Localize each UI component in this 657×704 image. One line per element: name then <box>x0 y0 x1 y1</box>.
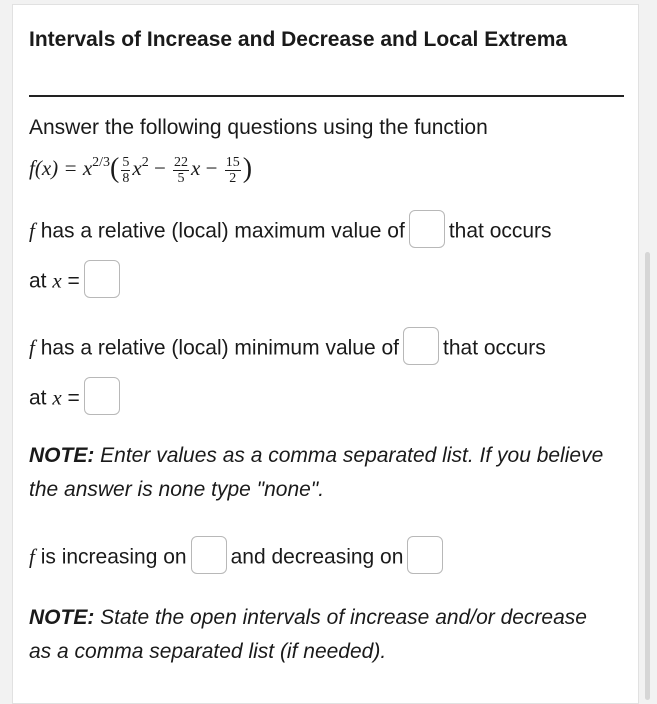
intro-text: Answer the following questions using the function <box>29 116 488 139</box>
min-at-row <box>29 380 124 418</box>
max-suffix: that occurs <box>448 219 552 243</box>
max-at-label: at <box>29 269 47 293</box>
max-at-row <box>29 263 124 301</box>
function-exponent: 2/3 <box>92 155 111 170</box>
max-prefix: has a relative (local) maximum value of <box>40 219 405 243</box>
open-paren: ( <box>110 153 120 184</box>
minus-1: − <box>153 156 166 180</box>
max-at-input[interactable] <box>84 260 120 298</box>
close-paren: ) <box>242 153 253 184</box>
scrollbar[interactable] <box>645 252 650 700</box>
f-symbol: f <box>29 544 35 569</box>
increasing-input[interactable] <box>191 536 227 574</box>
note-2-label: NOTE: <box>29 606 95 629</box>
note-1 <box>29 439 609 507</box>
var-x: x <box>191 156 201 180</box>
max-at-eq: = <box>67 269 80 293</box>
var-sq: x <box>132 156 142 180</box>
decreasing-input[interactable] <box>407 536 443 574</box>
coef1-fraction: $\frac{5}{8}$ <box>122 154 130 186</box>
min-suffix: that occurs <box>443 336 546 360</box>
min-question <box>29 330 546 368</box>
increasing-label: is increasing on <box>40 545 187 569</box>
min-at-input[interactable] <box>84 377 120 415</box>
max-value-input[interactable] <box>409 210 445 248</box>
f-symbol: f <box>29 218 35 243</box>
min-at-label: at <box>29 386 47 410</box>
const-fraction: $\frac{15}{2}$ <box>225 154 240 186</box>
note-1-text: Enter values as a comma separated list. If you believe the answer is none type "none". <box>29 444 604 501</box>
max-at-var: x <box>52 268 62 293</box>
min-prefix: has a relative (local) minimum value of <box>40 336 399 360</box>
note-2-text: State the open intervals of increase and/or decrease as a comma separated list (if needed). <box>29 606 587 663</box>
min-at-var: x <box>52 385 62 410</box>
function-lhs: f(x) = x <box>29 156 93 180</box>
max-question <box>29 213 552 251</box>
min-at-eq: = <box>67 386 80 410</box>
sq-exponent: 2 <box>141 155 149 170</box>
min-value-input[interactable] <box>403 327 439 365</box>
question-card <box>12 4 639 704</box>
note-2 <box>29 601 609 669</box>
minus-2: − <box>205 156 218 180</box>
title-divider <box>29 95 624 97</box>
note-1-label: NOTE: <box>29 444 95 467</box>
coef2-fraction: $\frac{22}{5}$ <box>174 154 189 186</box>
f-symbol: f <box>29 335 35 360</box>
decreasing-label: and decreasing on <box>230 545 404 569</box>
interval-question <box>29 539 447 577</box>
function-expression <box>29 147 252 192</box>
page-title: Intervals of Increase and Decrease and Local Extrema <box>29 28 568 51</box>
